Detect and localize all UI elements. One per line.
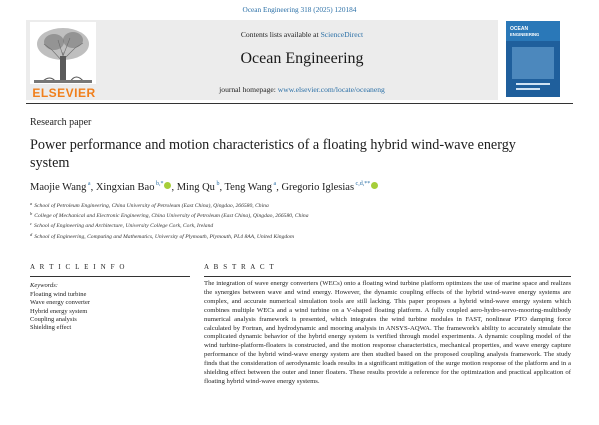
keyword-item: Shielding effect — [30, 324, 72, 332]
author-separator: , — [276, 182, 282, 193]
author-name[interactable]: Maojie Wang — [30, 182, 87, 193]
affiliation-item — [30, 231, 309, 241]
author-name[interactable]: Xingxian Bao — [95, 182, 155, 193]
affiliation-text: College of Mechanical and Electronic Engineering, China University of Petroleum (East China), Qingdao, 266580, China — [34, 213, 309, 220]
keywords-label: Keywords: — [30, 282, 58, 289]
cover-title-second-line: ENGINEERING — [510, 32, 540, 37]
abstract-heading: A B S T R A C T — [204, 263, 276, 271]
author[interactable] — [96, 182, 177, 193]
publisher-name[interactable]: ELSEVIER — [32, 86, 96, 100]
author[interactable] — [30, 182, 96, 193]
affiliation-text: School of Engineering and Architecture, University College Cork, Cork, Ireland — [34, 223, 214, 230]
article-info-divider — [30, 276, 190, 277]
affiliation-item — [30, 210, 309, 220]
article-type: Research paper — [30, 117, 92, 128]
abstract-divider — [204, 276, 571, 277]
journal-cover-thumbnail[interactable] — [506, 21, 560, 97]
affiliation-text: School of Engineering, Computing and Mathematics, University of Plymouth, Plymouth, PL4 8AA, United Kingdom — [34, 233, 295, 240]
homepage-prefix: journal homepage: — [219, 85, 278, 94]
author-affiliation-mark[interactable]: a — [86, 181, 91, 187]
author-name[interactable]: Gregorio Iglesias — [281, 182, 355, 193]
author[interactable] — [225, 182, 282, 193]
author-affiliation-mark[interactable]: b — [214, 181, 220, 187]
cover-title: OCEAN — [510, 26, 529, 32]
keyword-item: Hybrid energy system — [30, 307, 88, 315]
author-name[interactable]: Teng Wang — [224, 182, 273, 193]
affiliation-list — [30, 200, 309, 241]
author-separator: , — [171, 182, 177, 193]
author-separator: , — [219, 182, 225, 193]
elsevier-tree-logo[interactable] — [30, 22, 96, 94]
affiliation-mark: b — [30, 211, 33, 217]
abstract-body: The integration of wave energy converters (WECs) onto a floating wind turbine platform optimizes the use of marine space and realizes the synergies between wave and wind energy. However, the dynamic coupling effects of the hybrid wind-wave energy systems are complex, and accurate numerical simulation tools are still lacking. This paper proposes a hybrid wind-wave energy system which combines multiple WECs and a wind turbine on a V-shaped floating platform. A fully coupled aero-hydro-servo-mooring-multibody numerical analysis framework is presented, which integrates the wind turbine modules in FAST, nonlinear PTO damping force calculated by Fortran, and hydrodynamic and mooring analysis in ANSYS-AQWA. The framework's ability to accurately simulate the complicated dynamic behavior of the hybrid energy system is verified through model experiments. A dynamic coupling model of the wind turbine-platform-floaters is constructed, and the motion response characteristics, mechanical properties, and wave energy capture performance of the hybrid wind-wave energy system are then studied based on the proposed coupling analysis framework. The study finds that the consideration of aerodynamic loads results in a significant mitigation of the surge motion response of the platform and in a shielding effect between the outer and inner floaters. These results provide a reference for the optimization and practical application of floating hybrid wind-wave energy systems. — [204, 280, 571, 385]
keyword-item: Floating wind turbine — [30, 291, 87, 298]
author-affiliation-mark[interactable]: b,* — [154, 181, 164, 187]
header-divider — [26, 103, 573, 104]
affiliation-item — [30, 200, 309, 210]
orcid-icon[interactable] — [371, 182, 378, 189]
affiliation-mark: d — [30, 231, 33, 237]
journal-homepage-link[interactable]: www.elsevier.com/locate/oceaneng — [277, 85, 385, 94]
article-title: Power performance and motion characteristics of a floating hybrid wind-wave energy system — [30, 137, 516, 171]
affiliation-mark: a — [30, 201, 33, 206]
author[interactable] — [177, 182, 225, 193]
keyword-item: Coupling analysis — [30, 315, 77, 323]
journal-homepage-line — [110, 85, 494, 94]
keyword-item: Wave energy converter — [30, 299, 90, 307]
keyword-list — [30, 291, 90, 332]
affiliation-text: School of Petroleum Engineering, China University of Petroleum (East China), Qingdao, 266580, China — [34, 203, 269, 209]
author-affiliation-mark[interactable]: a — [272, 181, 277, 187]
author-affiliation-mark[interactable]: c,d,** — [354, 181, 371, 187]
affiliation-mark: c — [30, 221, 32, 227]
author-separator: , — [90, 182, 96, 193]
author[interactable] — [281, 182, 378, 193]
journal-title[interactable]: Ocean Engineering — [240, 50, 364, 67]
sciencedirect-link[interactable]: ScienceDirect — [320, 30, 364, 39]
affiliation-item — [30, 220, 309, 230]
contents-availability-line — [110, 30, 494, 39]
article-info-heading: A R T I C L E I N F O — [30, 263, 127, 271]
author-name[interactable]: Ming Qu — [176, 182, 215, 193]
journal-reference[interactable]: Ocean Engineering 318 (2025) 120184 — [242, 5, 357, 14]
contents-prefix: Contents lists available at — [240, 30, 321, 39]
author-list — [30, 181, 378, 193]
